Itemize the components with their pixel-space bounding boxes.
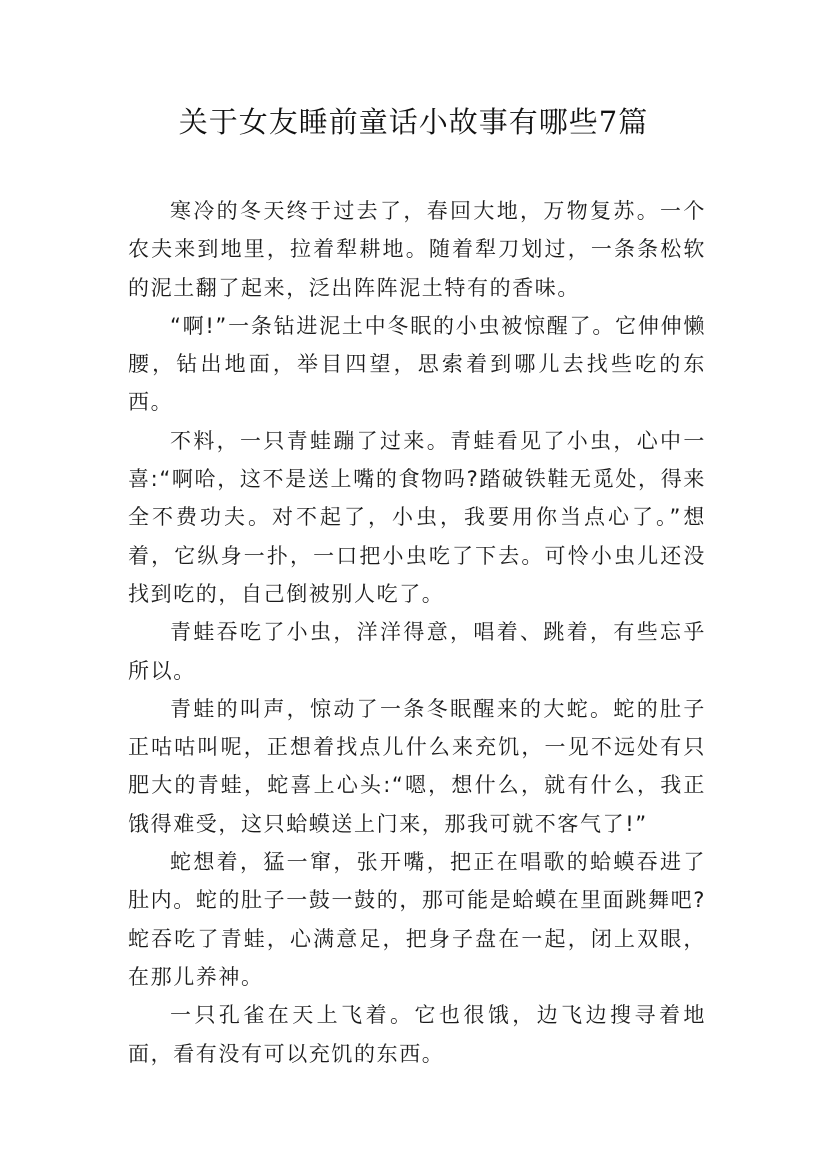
- paragraph: 青蛙吞吃了小虫，洋洋得意，唱着、跳着，有些忘乎所以。: [128, 620, 706, 683]
- document-title: 关于女友睡前童话小故事有哪些7篇: [178, 105, 649, 139]
- paragraph: 蛇想着，猛一窜，张开嘴，把正在唱歌的蛤蟆吞进了肚内。蛇的肚子一鼓一鼓的，那可能是蛤蟆在里面跳舞吧?蛇吞吃了青蛙，心满意足，把身子盘在一起，闭上双眼，在那儿养神。: [128, 850, 706, 989]
- paragraph: “啊!”一条钻进泥土中冬眠的小虫被惊醒了。它伸伸懒腰，钻出地面，举目四望，思索着到哪儿去找些吃的东西。: [128, 313, 706, 415]
- paragraph: 不料，一只青蛙蹦了过来。青蛙看见了小虫，心中一喜:“啊哈，这不是送上嘴的食物吗?踏破铁鞋无觅处，得来全不费功夫。对不起了，小虫，我要用你当点心了。”想着，它纵身一扑，一口把小虫吃了下去。可怜小虫儿还没找到吃的，自己倒被别人吃了。: [128, 428, 706, 606]
- paragraph: 寒冷的冬天终于过去了，春回大地，万物复苏。一个农夫来到地里，拉着犁耕地。随着犁刀划过，一条条松软的泥土翻了起来，泛出阵阵泥土特有的香味。: [128, 199, 706, 300]
- paragraph: 一只孔雀在天上飞着。它也很饿，边飞边搜寻着地面，看有没有可以充饥的东西。: [128, 1003, 706, 1066]
- paragraph: 青蛙的叫声，惊动了一条冬眠醒来的大蛇。蛇的肚子正咕咕叫呢，正想着找点儿什么来充饥，一见不远处有只肥大的青蛙，蛇喜上心头:“嗯，想什么，就有什么，我正饿得难受，这只蛤蟆送上门来，那我可就不客气了!”: [128, 696, 706, 836]
- document-body: [128, 192, 706, 1073]
